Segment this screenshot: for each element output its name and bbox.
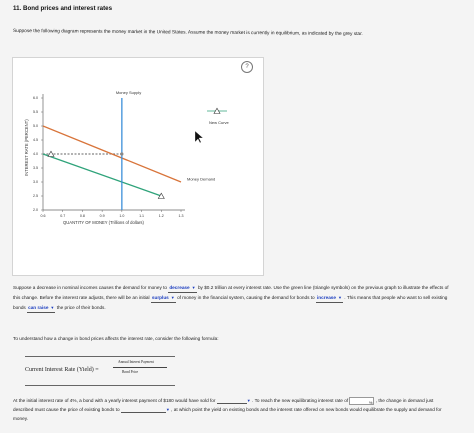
x-tick-label: 1.0 [119,214,125,218]
question-intro: Suppose the following diagram represents the money market in the United States. Assume the money market is currently in equilibrium, as indicated by the grey star. [12,28,363,38]
graph-panel [12,57,264,276]
p1-text-3: of money in the financial system, causing the demand for bonds to [177,295,315,300]
chevron-down-icon: ▼ [170,295,175,300]
chevron-down-icon: ▼ [165,407,170,412]
money-market-chart[interactable] [13,58,263,275]
p1-text-2: by $0.2 trillion at every interest rate. Use the green line (triangle symbols) on the previous graph to illustrate the effects of this change. Before the interest rate adjusts, there will be an initial [13,285,449,300]
paragraph-money-demand [13,283,453,313]
formula-lhs: Current Interest Rate (Yield) = [25,367,99,373]
y-tick-label: 5.0 [33,124,38,129]
x-tick-label: 1.2 [158,214,164,218]
equilibrium-star-icon [120,152,123,155]
dropdown-bond-price[interactable] [27,303,55,313]
legend-new-curve-label: New Curve [209,120,229,125]
dropdown-demand-change[interactable] [168,283,196,293]
dropdown-bond-sale-price[interactable] [217,397,247,404]
p3-text-2: . To reach the new equilibrating interest rate of [252,398,349,403]
p3-text-4: , at which point the yield on existing bonds and the interest rate offered on new bonds would equilibrate the supply and demand for money. [13,407,442,421]
x-tick-label: 0.8 [79,214,85,218]
formula-denominator: Bond Price [122,370,139,374]
x-tick-label: 1.1 [139,214,145,218]
formula-numerator: Annual Interest Payment [118,360,154,364]
triangle-marker-start[interactable] [48,151,54,156]
x-axis-label: QUANTITY OF MONEY (Trillions of dollars) [63,220,144,225]
mouse-cursor-icon [195,131,203,143]
p1-text-5: the price of their bonds. [56,305,106,310]
dropdown-bond-price-value: can raise [28,305,49,310]
y-tick-label: 4.5 [33,138,38,143]
y-tick-label: 2.0 [33,208,38,213]
paragraph-bond-price [13,396,453,423]
y-axis-label: INTEREST RATE (PERCENT) [24,119,29,176]
yield-formula [25,356,175,386]
y-tick-label: 3.5 [33,166,38,171]
money-supply-label: Money Supply [115,90,142,95]
percent-unit: % [368,399,373,405]
money-demand-label: Money Demand [187,176,216,182]
x-tick-label: 0.7 [60,214,66,218]
chevron-down-icon: ▼ [338,295,342,300]
fraction-bar [113,367,167,368]
dropdown-surplus-value: surplus [151,295,169,300]
x-tick-label: 0.6 [40,214,46,218]
x-tick-label: 1.3 [178,214,184,218]
dropdown-demand-change-value: decrease [169,285,190,290]
dropdown-bond-demand-value: increase [316,295,337,300]
dropdown-bond-demand[interactable] [316,293,343,303]
y-tick-label: 6.0 [33,96,38,101]
question-title: 11. Bond prices and interest rates [13,5,113,12]
new-curve-line[interactable] [43,154,161,196]
chevron-down-icon: ▼ [191,285,196,290]
x-tick-label: 0.9 [99,214,105,218]
help-icon[interactable]: ? [241,61,253,73]
paragraph-formula-intro: To understand how a change in bond prices affects the interest rate, consider the following formula: [13,336,219,341]
chevron-down-icon: ▼ [246,398,251,403]
chevron-down-icon: ▼ [50,305,55,310]
p3-text-1: At the initial interest rate of 4%, a bond with a yearly interest payment of $180 would have sold for [13,398,216,403]
p1-text-1: Suppose a decrease in nominal incomes causes the demand for money to [13,285,167,290]
y-tick-label: 3.0 [33,180,38,185]
dropdown-bond-price-change[interactable] [121,406,166,413]
p1-text-4: . This means that people who want to sell existing bonds [13,295,448,310]
y-tick-label: 5.5 [33,110,38,115]
y-tick-label: 4.0 [33,152,38,157]
p3-text-3: , the change in demand just described must cause the price of existing bonds to [13,398,434,412]
dropdown-surplus[interactable] [151,293,176,303]
new-interest-rate-input[interactable] [349,397,374,405]
money-demand-line [43,126,181,182]
y-tick-label: 2.5 [33,194,38,199]
